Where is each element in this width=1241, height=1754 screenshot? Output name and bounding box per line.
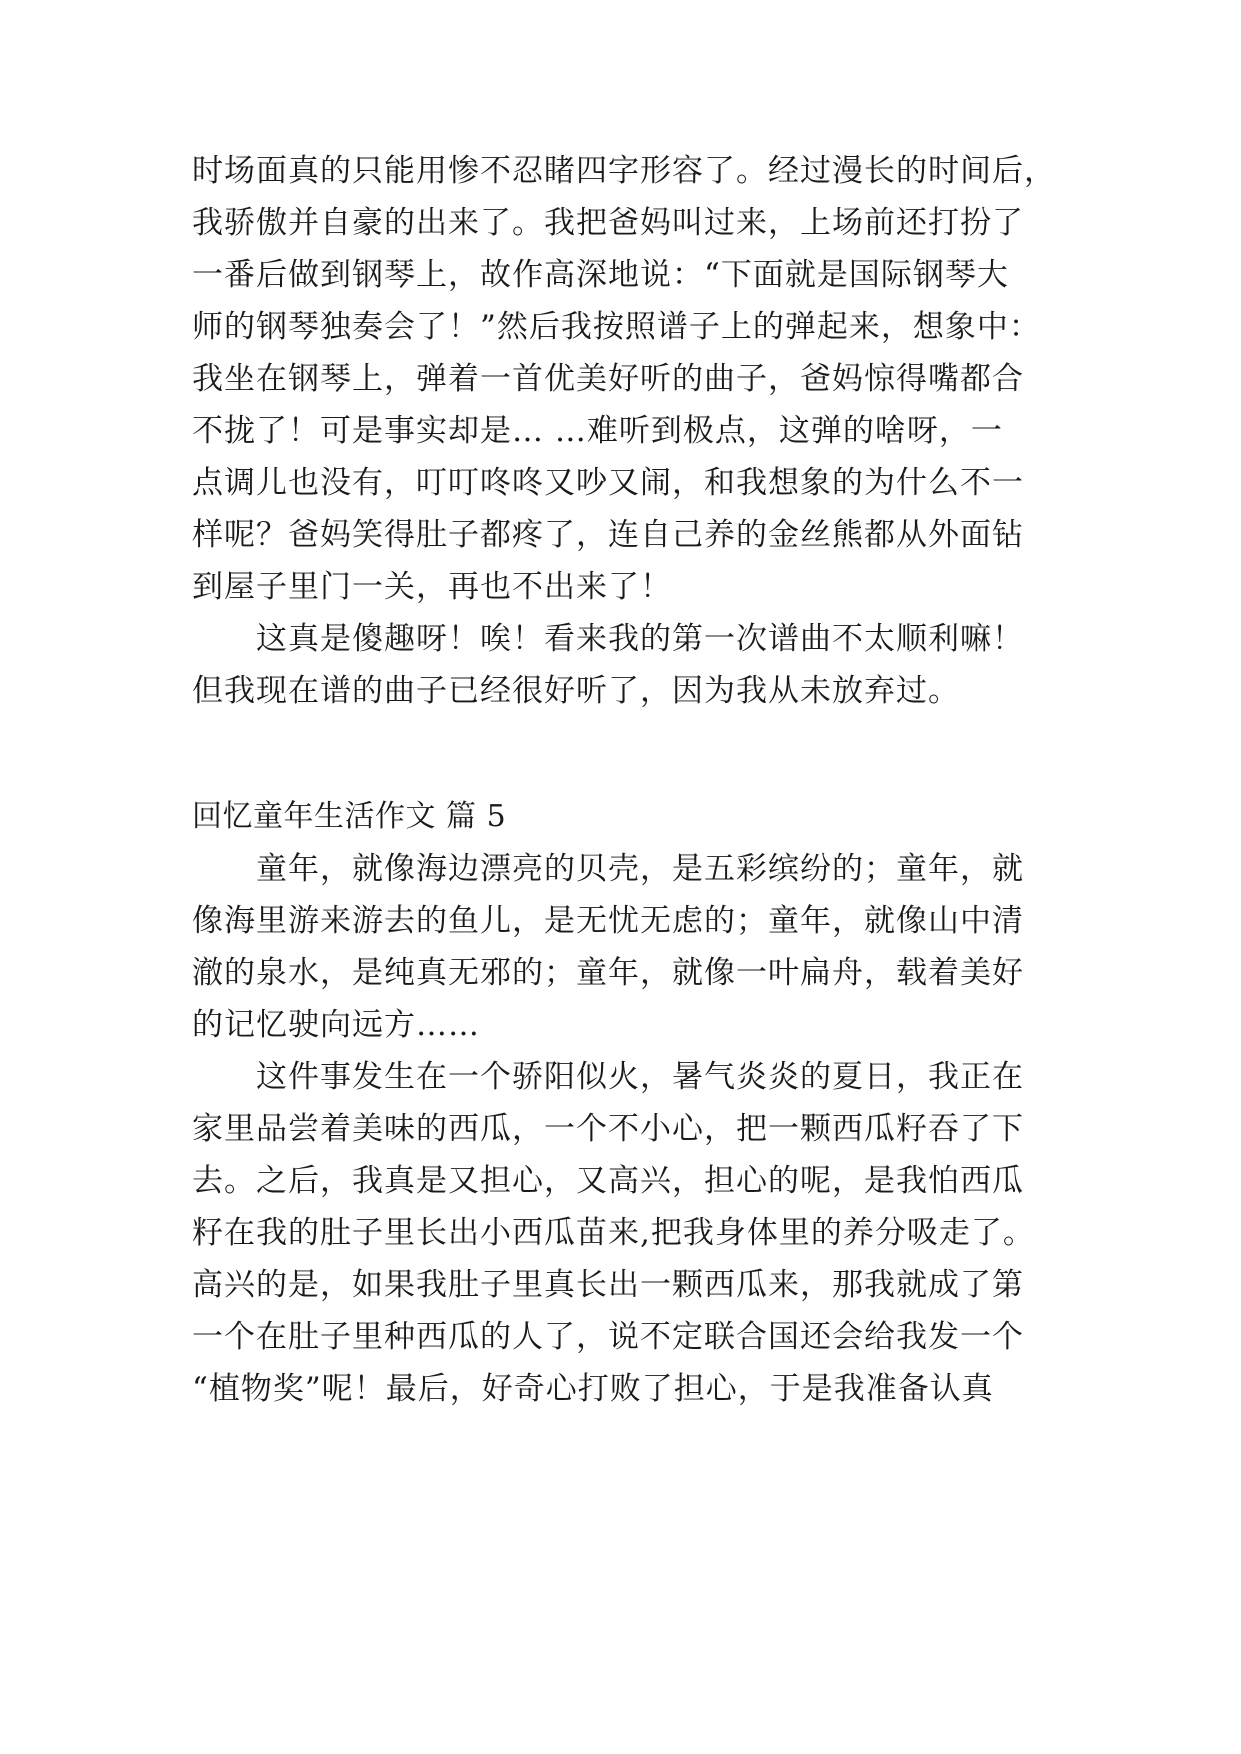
text-line: 童年，就像海边漂亮的贝壳，是五彩缤纷的；童年，就 — [256, 851, 1024, 887]
text-line: 不拢了！可是事实却是… …难听到极点，这弹的啥呀，一 — [192, 413, 1003, 449]
text-line: 到屋子里门一关，再也不出来了！ — [192, 569, 672, 605]
text-line: 这件事发生在一个骄阳似火，暑气炎炎的夏日，我正在 — [256, 1059, 1024, 1095]
text-line: 一个在肚子里种西瓜的人了，说不定联合国还会给我发一个 — [192, 1319, 1024, 1355]
text-line: 样呢？爸妈笑得肚子都疼了，连自己养的金丝熊都从外面钻 — [192, 517, 1024, 553]
text-line: 师的钢琴独奏会了！”然后我按照谱子上的弹起来，想象中： — [192, 309, 1041, 345]
text-line: 家里品尝着美味的西瓜，一个不小心，把一颗西瓜籽吞了下 — [192, 1111, 1024, 1147]
text-line: 澈的泉水，是纯真无邪的；童年，就像一叶扁舟，载着美好 — [192, 955, 1024, 991]
section-heading: 回忆童年生活作文 篇 5 — [192, 799, 507, 834]
text-line: 这真是傻趣呀！唉！看来我的第一次谱曲不太顺利嘛！ — [256, 621, 1024, 657]
text-line: 的记忆驶向远方…… — [192, 1007, 480, 1043]
text-line: 点调儿也没有，叮叮咚咚又吵又闹，和我想象的为什么不一 — [192, 465, 1024, 501]
text-line: 我骄傲并自豪的出来了。我把爸妈叫过来，上场前还打扮了 — [192, 205, 1024, 241]
text-line: 时场面真的只能用惨不忍睹四字形容了。经过漫长的时间后， — [192, 153, 1056, 189]
text-line: 我坐在钢琴上，弹着一首优美好听的曲子，爸妈惊得嘴都合 — [192, 361, 1024, 397]
text-line: 一番后做到钢琴上，故作高深地说：“下面就是国际钢琴大 — [192, 257, 1009, 293]
text-line: 去。之后，我真是又担心，又高兴，担心的呢，是我怕西瓜 — [192, 1163, 1024, 1199]
text-line: 但我现在谱的曲子已经很好听了，因为我从未放弃过。 — [192, 673, 960, 709]
text-line: 高兴的是，如果我肚子里真长出一颗西瓜来，那我就成了第 — [192, 1267, 1024, 1303]
text-line: “植物奖”呢！最后，好奇心打败了担心，于是我准备认真 — [192, 1371, 994, 1407]
text-line: 像海里游来游去的鱼儿，是无忧无虑的；童年，就像山中清 — [192, 903, 1024, 939]
text-line: 籽在我的肚子里长出小西瓜苗来,把我身体里的养分吸走了。 — [192, 1215, 1035, 1251]
